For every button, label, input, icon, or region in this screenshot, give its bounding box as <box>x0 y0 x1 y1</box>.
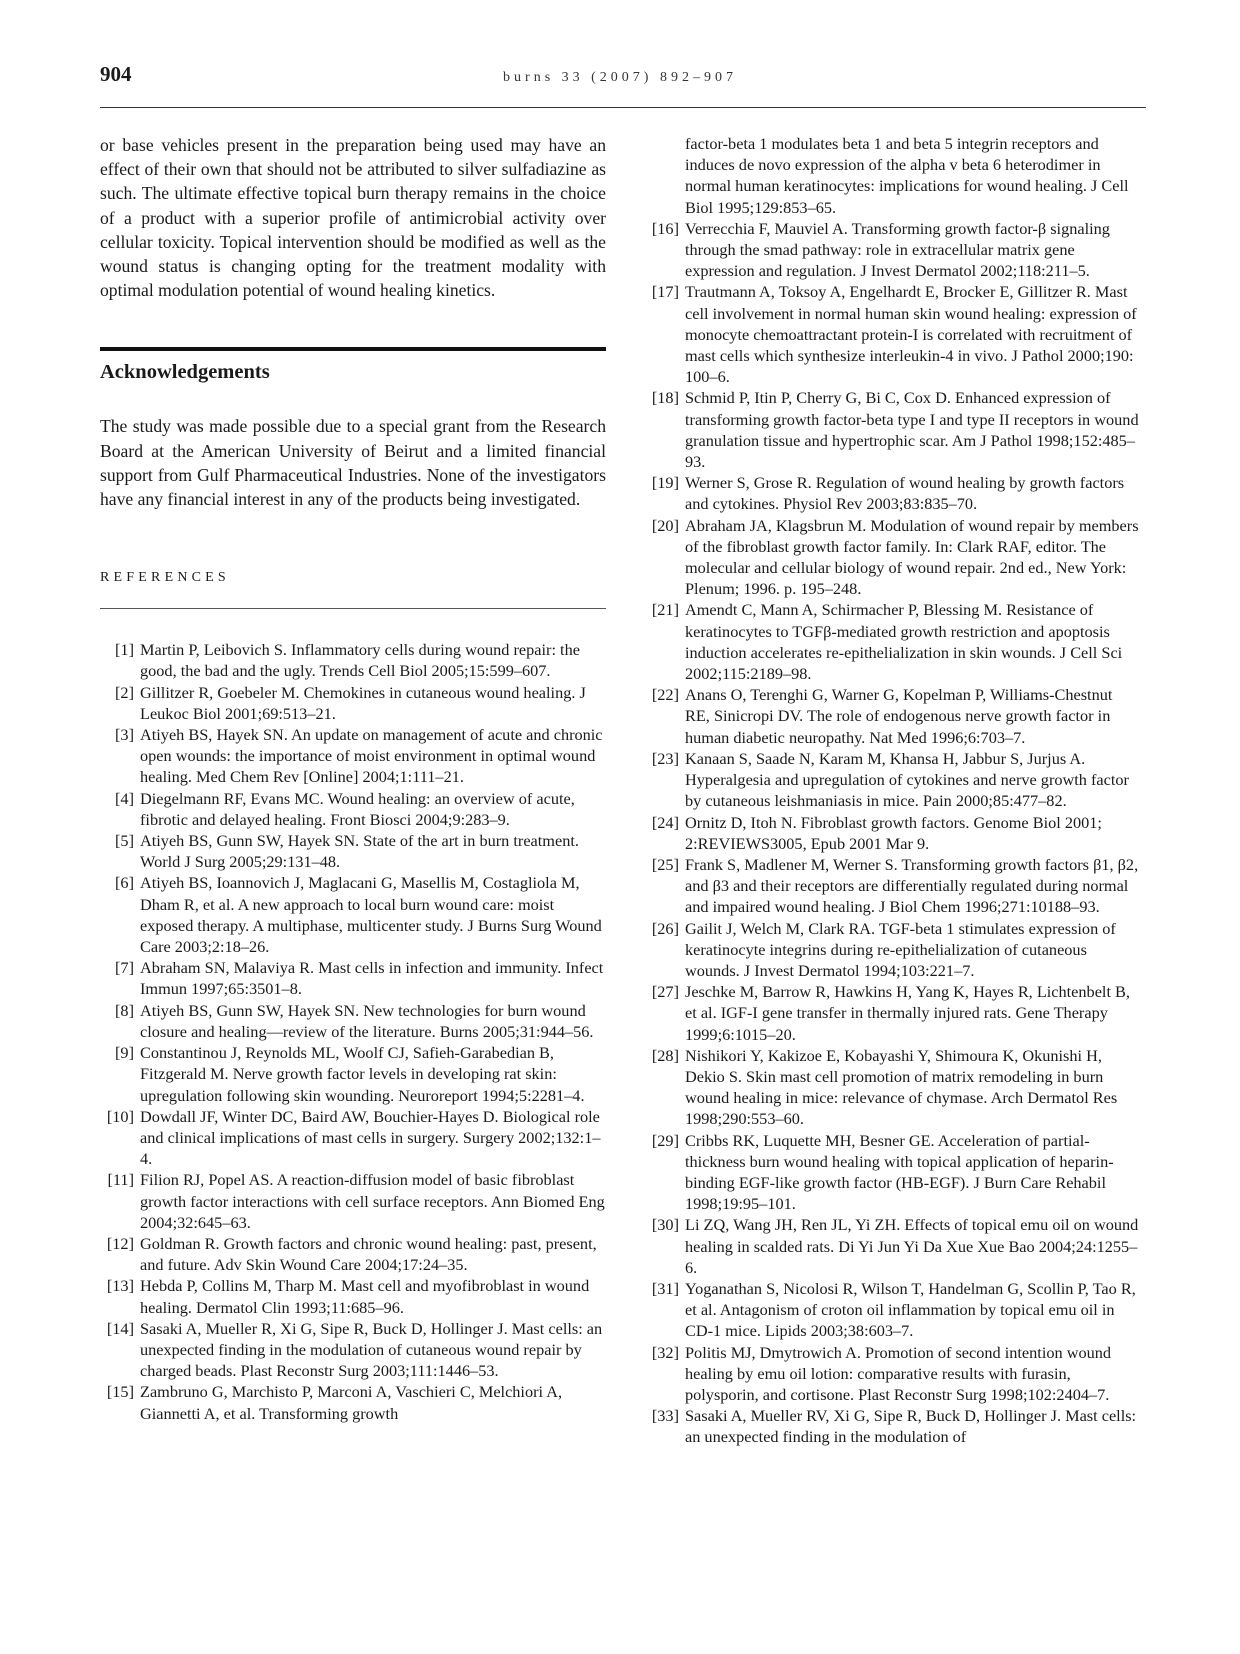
reference-number: [19] <box>651 473 679 493</box>
reference-text: Constantinou J, Reynolds ML, Woolf CJ, Safieh-Garabedian B, Fitzgerald M. Nerve growth factor levels in developing rat skin: upregulation following skin wounding. Neuroreport 1994;5:2281–4. <box>140 1043 585 1105</box>
reference-number: [8] <box>115 1000 134 1020</box>
reference-number: [20] <box>651 515 679 535</box>
reference-number: [32] <box>651 1342 679 1362</box>
reference-text: Jeschke M, Barrow R, Hawkins H, Yang K, Hayes R, Lichtenbelt B, et al. IGF-I gene transfer in thermally injured rats. Gene Therapy 1999;6:1015–20. <box>685 982 1130 1044</box>
reference-item <box>647 599 1139 684</box>
reference-number: [30] <box>651 1215 679 1235</box>
reference-text: Yoganathan S, Nicolosi R, Wilson T, Handelman G, Scollin P, Tao R, et al. Antagonism of croton oil inflammation by topical emu oil in CD-1 mice. Lipids 2003;38:603–7. <box>685 1278 1136 1341</box>
reference-item <box>647 1278 1139 1342</box>
running-head: burns 33 (2007) 892–907 <box>503 70 737 85</box>
reference-text: Filion RJ, Popel AS. A reaction-diffusion model of basic fibroblast growth factor interactions with cell surface receptors. Ann Biomed Eng 2004;32:645–63. <box>140 1170 605 1232</box>
reference-number: [29] <box>651 1130 679 1150</box>
reference-item <box>100 724 606 788</box>
reference-item <box>100 1169 606 1233</box>
intro-paragraph: or base vehicles present in the preparation being used may have an effect of their own that should not be attributed to silver sulfadiazine as such. The ultimate effective topical burn therapy remains in the choice of a product with a superior profile of antimicrobial activity over cellular toxicity. Topical intervention should be modified as well as the wound status is changing opting for the treatment modality with optimal modulation potential of wound healing kinetics. <box>100 135 606 301</box>
reference-number: [6] <box>115 873 134 893</box>
reference-item <box>100 1275 606 1317</box>
reference-item <box>100 957 606 999</box>
reference-number: [7] <box>115 958 134 978</box>
reference-text: Trautmann A, Toksoy A, Engelhardt E, Brocker E, Gillitzer R. Mast cell involvement in normal human skin wound healing: expression of monocyte chemoattractant protein-I is correlated with recruitment of mast cells which synthesize interleukin-4 in vivo. J Pathol 2000;190: 100–6. <box>685 282 1137 387</box>
reference-item <box>647 281 1139 387</box>
reference-number: [31] <box>651 1278 679 1298</box>
reference-text: Atiyeh BS, Ioannovich J, Maglacani G, Masellis M, Costagliola M, Dham R, et al. A new approach to local burn wound care: moist exposed therapy. A multiphase, multicenter study. J Burns Surg Wound Care 2003;2:18–26. <box>140 873 602 957</box>
acknowledgements-paragraph: The study was made possible due to a special grant from the Research Board at the American University of Beirut and a limited financial support from Gulf Pharmaceutical Industries. None of the investigators have any financial interest in any of the products being investigated. <box>100 416 606 510</box>
reference-item <box>647 387 1139 472</box>
reference-number: [27] <box>651 982 679 1002</box>
reference-text: Schmid P, Itin P, Cherry G, Bi C, Cox D. Enhanced expression of transforming growth factor-beta type I and type II receptors in wound granulation tissue and hypertrophic scar. Am J Pathol 1998;152:485–93. <box>685 388 1139 472</box>
reference-item <box>647 854 1139 918</box>
reference-text: Cribbs RK, Luquette MH, Besner GE. Acceleration of partial-thickness burn wound healing with topical application of heparin-binding EGF-like growth factor (HB-EGF). J Burn Care Rehabil 1998;19:95–101. <box>685 1130 1114 1214</box>
reference-item <box>647 472 1139 514</box>
reference-text: Werner S, Grose R. Regulation of wound healing by growth factors and cytokines. Physiol Rev 2003;83:835–70. <box>685 473 1125 514</box>
reference-number: [25] <box>651 854 679 874</box>
reference-text: Gillitzer R, Goebeler M. Chemokines in cutaneous wound healing. J Leukoc Biol 2001;69:513–21. <box>140 682 586 723</box>
reference-number: [13] <box>106 1276 134 1296</box>
reference-text: Kanaan S, Saade N, Karam M, Khansa H, Jabbur S, Jurjus A. Hyperalgesia and upregulation of cytokines and nerve growth factor by cutaneous leishmaniasis in mice. Pain 2000;85:477–82. <box>685 748 1129 811</box>
reference-continuation: factor-beta 1 modulates beta 1 and beta 5 integrin receptors and induces de novo expression of the alpha v beta 6 heterodimer in normal human keratinocytes: implications for wound healing. J Cell Biol 1995;129:853–65. <box>685 134 1129 217</box>
reference-item <box>647 218 1139 282</box>
reference-number: [18] <box>651 388 679 408</box>
reference-text: Atiyeh BS, Hayek SN. An update on management of acute and chronic open wounds: the importance of moist environment in optimal wound healing. Med Chem Rev [Online] 2004;1:111–21. <box>140 725 603 787</box>
reference-text: Nishikori Y, Kakizoe E, Kobayashi Y, Shimoura K, Okunishi H, Dekio S. Skin mast cell promotion of matrix remodeling in burn wound healing in mice: relevance of chymase. Arch Dermatol Res 1998;290:553–60. <box>685 1045 1118 1129</box>
acknowledgements-heading: Acknowledgements <box>100 361 270 384</box>
reference-text: Frank S, Madlener M, Werner S. Transforming growth factors β1, β2, and β3 and their receptors are differentially regulated during normal and impaired wound healing. J Biol Chem 1996;271:10188–93. <box>685 854 1139 917</box>
reference-number: [3] <box>115 725 134 745</box>
reference-number: [23] <box>651 748 679 768</box>
section-rule <box>100 347 606 351</box>
reference-number: [17] <box>651 282 679 302</box>
reference-number: [21] <box>651 600 679 620</box>
reference-item <box>100 1042 606 1106</box>
reference-number: [33] <box>651 1406 679 1426</box>
reference-text: Abraham SN, Malaviya R. Mast cells in infection and immunity. Infect Immun 1997;65:3501–8. <box>140 958 604 999</box>
reference-item <box>647 1342 1139 1406</box>
reference-item <box>647 1214 1139 1278</box>
reference-item <box>647 812 1139 854</box>
reference-text: Atiyeh BS, Gunn SW, Hayek SN. State of the art in burn treatment. World J Surg 2005;29:131–48. <box>140 831 579 872</box>
reference-number: [22] <box>651 685 679 705</box>
references-rule <box>100 608 606 609</box>
reference-list-right <box>647 218 1139 1448</box>
reference-number: [2] <box>115 682 134 702</box>
reference-text: Sasaki A, Mueller R, Xi G, Sipe R, Buck D, Hollinger J. Mast cells: an unexpected finding in the modulation of cutaneous wound repair by charged beads. Plast Reconstr Surg 2003;111:1446–53. <box>140 1318 603 1381</box>
reference-text: Politis MJ, Dmytrowich A. Promotion of second intention wound healing by emu oil lotion: comparative results with furasin, polysporin, and cortisone. Plast Reconstr Surg 1998;102:2404–7. <box>685 1342 1112 1404</box>
page-number: 904 <box>100 62 132 86</box>
reference-number: [12] <box>106 1233 134 1253</box>
reference-item <box>647 684 1139 748</box>
reference-number: [15] <box>106 1382 134 1402</box>
reference-text: Li ZQ, Wang JH, Ren JL, Yi ZH. Effects of topical emu oil on wound healing in scalded rats. Di Yi Jun Yi Da Xue Xue Bao 2004;24:1255–6. <box>685 1215 1139 1277</box>
reference-list-left <box>100 639 606 1424</box>
reference-item <box>100 682 606 724</box>
reference-item <box>647 1045 1139 1130</box>
reference-number: [14] <box>106 1318 134 1338</box>
reference-item <box>100 788 606 830</box>
reference-item <box>100 872 606 957</box>
reference-item <box>100 1381 606 1423</box>
reference-text: Ornitz D, Itoh N. Fibroblast growth factors. Genome Biol 2001; 2:REVIEWS3005, Epub 2001 Mar 9. <box>685 812 1102 853</box>
reference-item <box>647 748 1139 812</box>
reference-number: [11] <box>107 1170 134 1190</box>
reference-item <box>647 981 1139 1045</box>
reference-item <box>647 918 1139 982</box>
reference-text: Dowdall JF, Winter DC, Baird AW, Bouchier-Hayes D. Biological role and clinical implications of mast cells in surgery. Surgery 2002;132:1–4. <box>140 1106 601 1169</box>
reference-number: [26] <box>651 918 679 938</box>
reference-text: Hebda P, Collins M, Tharp M. Mast cell and myofibroblast in wound healing. Dermatol Clin 1993;11:685–96. <box>140 1276 590 1317</box>
reference-number: [4] <box>115 788 134 808</box>
reference-item <box>647 1130 1139 1215</box>
reference-text: Verrecchia F, Mauviel A. Transforming growth factor-β signaling through the smad pathway: role in extracellular matrix gene expression and regulation. J Invest Dermatol 2002;118:211–5. <box>685 218 1110 281</box>
reference-item <box>100 1106 606 1170</box>
reference-item <box>647 1405 1139 1447</box>
reference-text: Amendt C, Mann A, Schirmacher P, Blessing M. Resistance of keratinocytes to TGFβ-mediated growth restriction and apoptosis induction accelerates re-epithelialization in skin wounds. J Cell Sci 2002;115:2189–98. <box>685 600 1123 684</box>
reference-number: [10] <box>106 1106 134 1126</box>
reference-text: Diegelmann RF, Evans MC. Wound healing: an overview of acute, fibrotic and delayed healing. Front Biosci 2004;9:283–9. <box>140 788 575 829</box>
left-column <box>100 133 606 1424</box>
reference-number: [9] <box>115 1043 134 1063</box>
reference-text: Martin P, Leibovich S. Inflammatory cells during wound repair: the good, the bad and the ugly. Trends Cell Biol 2005;15:599–607. <box>140 640 580 681</box>
reference-item <box>100 1000 606 1042</box>
references-heading: REFERENCES <box>100 570 230 586</box>
reference-number: [28] <box>651 1045 679 1065</box>
reference-text: Sasaki A, Mueller RV, Xi G, Sipe R, Buck D, Hollinger J. Mast cells: an unexpected finding in the modulation of <box>685 1406 1137 1447</box>
reference-text: Atiyeh BS, Gunn SW, Hayek SN. New technologies for burn wound closure and healing—review of the literature. Burns 2005;31:944–56. <box>140 1000 594 1041</box>
header-rule <box>100 107 1146 108</box>
reference-number: [24] <box>651 812 679 832</box>
reference-text: Zambruno G, Marchisto P, Marconi A, Vaschieri C, Melchiori A, Giannetti A, et al. Transforming growth <box>140 1382 563 1423</box>
reference-item <box>100 1233 606 1275</box>
reference-text: Anans O, Terenghi G, Warner G, Kopelman P, Williams-Chestnut RE, Sinicropi DV. The role of endogenous nerve growth factor in human diabetic neuropathy. Nat Med 1996;6:703–7. <box>685 685 1113 747</box>
reference-item <box>100 1318 606 1382</box>
reference-text: Abraham JA, Klagsbrun M. Modulation of wound repair by members of the fibroblast growth factor family. In: Clark RAF, editor. The molecular and cellular biology of wound repair. 2nd ed., New York: Plenum; 1996. p. 195–248. <box>685 515 1139 599</box>
reference-item <box>647 515 1139 600</box>
reference-number: [1] <box>115 640 134 660</box>
right-column <box>647 133 1139 1448</box>
reference-text: Gailit J, Welch M, Clark RA. TGF-beta 1 stimulates expression of keratinocyte integrins during re-epithelialization of cutaneous wounds. J Invest Dermatol 1994;103:221–7. <box>685 918 1116 980</box>
reference-number: [5] <box>115 831 134 851</box>
reference-item <box>100 639 606 681</box>
reference-number: [16] <box>651 218 679 238</box>
reference-text: Goldman R. Growth factors and chronic wound healing: past, present, and future. Adv Skin Wound Care 2004;17:24–35. <box>140 1233 597 1275</box>
reference-item <box>100 830 606 872</box>
